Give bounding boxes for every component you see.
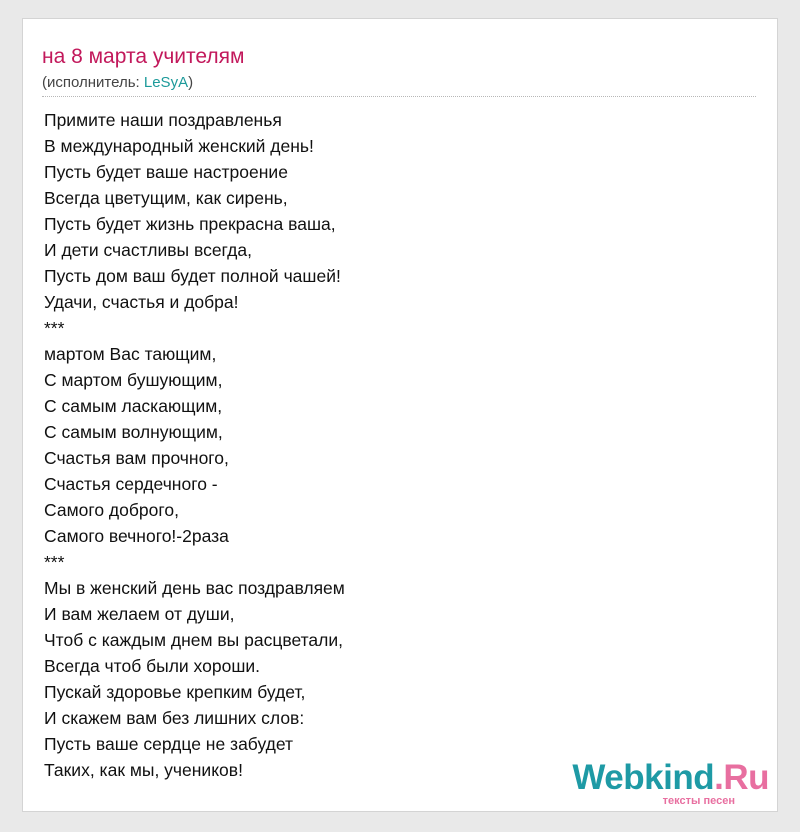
lyrics-line: Мы в женский день вас поздравляем [44, 578, 345, 598]
lyrics-line: Примите наши поздравленья [44, 110, 282, 130]
lyrics-line: Пускай здоровье крепким будет, [44, 682, 306, 702]
lyrics-line: мартом Вас тающим, [44, 344, 217, 364]
lyrics-line: Пусть дом ваш будет полной чашей! [44, 266, 341, 286]
logo-wordmark [572, 760, 769, 796]
logo-tagline: тексты песен [662, 795, 735, 807]
lyrics-line: Самого доброго, [44, 500, 179, 520]
performer-suffix: ) [188, 74, 194, 91]
title-divider [42, 96, 756, 97]
lyrics-line: С мартом бушующим, [44, 370, 223, 390]
lyrics-line: Счастья сердечного - [44, 474, 218, 494]
lyrics-line: Таких, как мы, учеников! [44, 760, 243, 780]
logo-domain: .Ru [714, 758, 769, 797]
lyrics-card [22, 18, 778, 812]
lyrics-text [44, 107, 345, 783]
lyrics-line: Всегда чтоб были хороши. [44, 656, 260, 676]
logo-brand: Webkind [572, 758, 715, 797]
lyrics-line: В международный женский день! [44, 136, 314, 156]
performer-prefix: (исполнитель: [42, 74, 144, 91]
lyrics-line: Чтоб с каждым днем вы расцветали, [44, 630, 344, 650]
performer-link[interactable]: LeSyA [143, 74, 189, 91]
lyrics-line: Всегда цветущим, как сирень, [44, 188, 288, 208]
lyrics-line: Счастья вам прочного, [44, 448, 229, 468]
stanza-separator: *** [44, 318, 65, 338]
song-title: на 8 марта учителям [42, 45, 245, 68]
lyrics-line: С самым ласкающим, [44, 396, 223, 416]
lyrics-line: Пусть ваше сердце не забудет [44, 734, 293, 754]
lyrics-line: Пусть будет ваше настроение [44, 162, 288, 182]
lyrics-line: Пусть будет жизнь прекрасна ваша, [44, 214, 336, 234]
lyrics-line: И дети счастливы всегда, [44, 240, 252, 260]
lyrics-line: С самым волнующим, [44, 422, 223, 442]
webkind-logo[interactable] [572, 760, 769, 807]
lyrics-line: Самого вечного!-2раза [44, 526, 229, 546]
stanza-separator: *** [44, 552, 65, 572]
performer-line [42, 74, 193, 91]
lyrics-line: И скажем вам без лишних слов: [44, 708, 305, 728]
lyrics-line: Удачи, счастья и добра! [44, 292, 239, 312]
lyrics-line: И вам желаем от души, [44, 604, 235, 624]
